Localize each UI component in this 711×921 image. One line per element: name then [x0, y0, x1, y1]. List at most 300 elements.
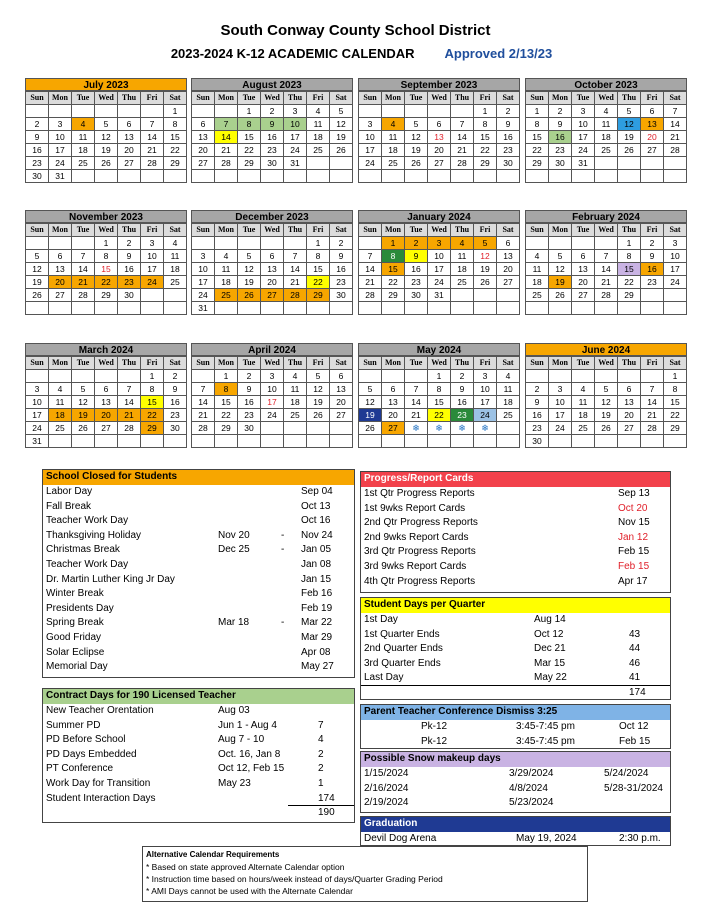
calendar-day: 12 [330, 118, 353, 131]
calendar-day: 11 [215, 263, 238, 276]
calendar-day: 13 [618, 396, 641, 409]
list-row [43, 602, 354, 617]
calendar-day: 30 [238, 422, 261, 435]
list-row [43, 543, 354, 558]
calendar-day: 19 [474, 263, 497, 276]
empty-day [307, 435, 330, 448]
empty-day [618, 170, 641, 183]
cell: May 23 [218, 777, 251, 789]
calendar-day: 2 [330, 237, 353, 250]
calendar-day: 14 [451, 131, 474, 144]
calendar-day: 19 [72, 409, 95, 422]
empty-day [49, 237, 72, 250]
ptc-title: Parent Teacher Conference Dismiss 3:25 [361, 705, 670, 720]
cell: Oct 12 [534, 628, 564, 640]
cell: 5/24/2024 [604, 768, 649, 779]
cell: Teacher Work Day [46, 558, 129, 570]
calendar-day: 22 [382, 276, 405, 289]
empty-day [72, 105, 95, 118]
calendar-day: 10 [49, 131, 72, 144]
cell: Feb 19 [301, 602, 333, 614]
calendar-day: 14 [141, 131, 164, 144]
calendar-day: 26 [405, 157, 428, 170]
calendar-day: 2 [164, 370, 187, 383]
calendar-day: 6 [428, 118, 451, 131]
calendar-day: 13 [428, 131, 451, 144]
calendar-day: 6 [382, 383, 405, 396]
calendar-day: 23 [261, 144, 284, 157]
school-closed-title: School Closed for Students [43, 470, 354, 485]
calendar-day: 26 [549, 289, 572, 302]
calendar-day: 25 [307, 144, 330, 157]
list-row [361, 720, 670, 735]
cell: Feb 16 [301, 588, 333, 600]
cell: Pk-12 [421, 735, 448, 747]
empty-day [405, 170, 428, 183]
empty-day [549, 237, 572, 250]
calendar-day: 15 [474, 131, 497, 144]
calendar-day: 18 [451, 263, 474, 276]
empty-day [618, 157, 641, 170]
calendar-day: 16 [26, 144, 49, 157]
empty-day [330, 435, 353, 448]
calendar-day: 14 [405, 396, 428, 409]
calendar-day: 2 [261, 105, 284, 118]
empty-day [549, 302, 572, 315]
calendar-day: 5 [72, 383, 95, 396]
calendar-day: 16 [164, 396, 187, 409]
list-row [43, 587, 354, 602]
calendar-day: 16 [118, 263, 141, 276]
student-days-box [360, 597, 671, 700]
calendar-day: 22 [664, 409, 687, 422]
cell: 3:45-7:45 pm [516, 721, 575, 732]
empty-day [572, 170, 595, 183]
calendar-day: 1 [618, 237, 641, 250]
calendar-day: 12 [238, 263, 261, 276]
calendar-day: 11 [526, 263, 549, 276]
calendar-day: 16 [497, 131, 520, 144]
cell: 44 [629, 643, 641, 655]
empty-day [261, 422, 284, 435]
calendar-day: 17 [284, 131, 307, 144]
calendar-day: 30 [330, 289, 353, 302]
calendar-day: 18 [572, 409, 595, 422]
calendar-day: 9 [238, 383, 261, 396]
calendar-day: 16 [451, 396, 474, 409]
calendar-day: 12 [595, 396, 618, 409]
calendar-day: 21 [192, 409, 215, 422]
calendar-day: 15 [164, 131, 187, 144]
weekday-header: Thu [618, 357, 641, 370]
empty-day [572, 237, 595, 250]
weekday-header: Wed [428, 224, 451, 237]
month-title: January 2024 [358, 210, 520, 223]
calendar-day: 19 [595, 409, 618, 422]
calendar-day: 15 [95, 263, 118, 276]
weekday-header: Wed [261, 357, 284, 370]
empty-day [95, 170, 118, 183]
cell: Jun 1 - Aug 4 [218, 719, 277, 731]
calendar-day: 23 [118, 276, 141, 289]
cell: Oct 16 [301, 515, 331, 527]
empty-day [382, 435, 405, 448]
empty-day [141, 435, 164, 448]
calendar-day: 25 [284, 409, 307, 422]
month-grid [191, 223, 353, 315]
month-grid [191, 356, 353, 448]
calendar-day: 22 [526, 144, 549, 157]
cell: - [281, 529, 285, 541]
calendar-day: 11 [72, 131, 95, 144]
calendar-day: 14 [595, 263, 618, 276]
calendar-day: 1 [474, 105, 497, 118]
calendar-day: 14 [641, 396, 664, 409]
snow-days-list [361, 767, 670, 811]
calendar-day: 18 [49, 409, 72, 422]
calendar-day: 7 [284, 250, 307, 263]
calendar-day: 29 [307, 289, 330, 302]
empty-day [141, 105, 164, 118]
cell: 1/15/2024 [364, 768, 409, 779]
calendar-day: 10 [428, 250, 451, 263]
calendar-day: 4 [526, 250, 549, 263]
calendar-day: 8 [618, 250, 641, 263]
list-row [43, 631, 354, 646]
weekday-header: Fri [641, 224, 664, 237]
calendar-day: 12 [618, 118, 641, 131]
calendar-day: 21 [284, 276, 307, 289]
calendar-day: 23 [526, 422, 549, 435]
school-closed-list [43, 485, 354, 675]
cell: PD Before School [46, 734, 126, 746]
calendar-day: 11 [497, 383, 520, 396]
month-july-2023 [25, 78, 187, 183]
empty-day [595, 435, 618, 448]
month-title: June 2024 [525, 343, 687, 356]
empty-day [192, 370, 215, 383]
calendar-day: 26 [595, 422, 618, 435]
weekday-header: Sun [26, 357, 49, 370]
cell: Apr 17 [618, 575, 648, 587]
ptc-list [361, 720, 670, 749]
graduation-row [361, 832, 670, 847]
empty-day [261, 170, 284, 183]
calendar-day: 2 [641, 237, 664, 250]
cell: Jan 08 [301, 558, 332, 570]
calendar-day: 27 [382, 422, 405, 435]
calendar-day: 2 [26, 118, 49, 131]
empty-day [261, 435, 284, 448]
empty-day [428, 170, 451, 183]
calendar-day: 3 [141, 237, 164, 250]
calendar-day: 28 [641, 422, 664, 435]
list-row [361, 671, 670, 686]
empty-day [526, 370, 549, 383]
weekday-header: Wed [428, 92, 451, 105]
weekday-header: Wed [261, 224, 284, 237]
calendar-day: 12 [307, 383, 330, 396]
empty-day [359, 370, 382, 383]
progress-report-title: Progress/Report Cards [361, 472, 670, 487]
calendar-day: 16 [641, 263, 664, 276]
calendar-day: 12 [405, 131, 428, 144]
calendar-day: 24 [49, 157, 72, 170]
cell: 2/19/2024 [364, 797, 409, 809]
calendar-day: 18 [382, 144, 405, 157]
calendar-day: 7 [215, 118, 238, 131]
calendar-day: 24 [549, 422, 572, 435]
calendar-day: 6 [192, 118, 215, 131]
weekday-header: Wed [595, 224, 618, 237]
calendar-day: 15 [664, 396, 687, 409]
calendar-day: 4 [451, 237, 474, 250]
weekday-header: Tue [572, 92, 595, 105]
calendar-day: 1 [238, 105, 261, 118]
calendar-day: 15 [215, 396, 238, 409]
calendar-day: 11 [49, 396, 72, 409]
calendar-day: 11 [595, 118, 618, 131]
calendar-day: 5 [238, 250, 261, 263]
weekday-header: Tue [72, 357, 95, 370]
calendar-day: 7 [118, 383, 141, 396]
empty-day [192, 435, 215, 448]
empty-day [359, 435, 382, 448]
calendar-day: 3 [284, 105, 307, 118]
empty-day [307, 302, 330, 315]
calendar-day: 24 [474, 409, 497, 422]
empty-day [474, 435, 497, 448]
calendar-day: 6 [497, 237, 520, 250]
calendar-day: 21 [141, 144, 164, 157]
cell: 5/23/2024 [509, 797, 554, 809]
calendar-day: 10 [192, 263, 215, 276]
calendar-day: 4 [497, 370, 520, 383]
empty-day [497, 435, 520, 448]
cell: Oct. 16, Jan 8 [218, 748, 281, 760]
month-grid [525, 223, 687, 315]
calendar-day: 17 [26, 409, 49, 422]
calendar-day: 30 [118, 289, 141, 302]
empty-day [618, 435, 641, 448]
empty-day [118, 170, 141, 183]
empty-day [261, 302, 284, 315]
weekday-header: Wed [595, 357, 618, 370]
snowflake-icon: ❄ [481, 423, 489, 433]
contract-days-title: Contract Days for 190 Licensed Teacher [43, 689, 354, 704]
cell: Jan 15 [301, 573, 332, 585]
calendar-day: 29 [215, 422, 238, 435]
cell: PT Conference [46, 763, 114, 775]
calendar-day: 6 [330, 370, 353, 383]
cell: Good Friday [46, 631, 102, 643]
calendar-day: 10 [474, 383, 497, 396]
cell: May 22 [534, 672, 567, 684]
calendar-day: 31 [428, 289, 451, 302]
weekday-header: Thu [284, 224, 307, 237]
calendar-day: 19 [238, 276, 261, 289]
empty-day [641, 289, 664, 302]
calendar-day: 14 [215, 131, 238, 144]
empty-day [118, 302, 141, 315]
calendar-day: 9 [451, 383, 474, 396]
empty-day [26, 105, 49, 118]
calendar-day: 2 [526, 383, 549, 396]
cell: Oct 13 [301, 500, 331, 512]
calendar-day: 19 [26, 276, 49, 289]
empty-day [49, 435, 72, 448]
calendar-day: 5 [474, 237, 497, 250]
alt-title: Alternative Calendar Requirements [146, 850, 280, 859]
snow-days-box [360, 751, 671, 813]
calendar-day: 20 [118, 144, 141, 157]
calendar-day: 5 [307, 370, 330, 383]
list-row [361, 516, 670, 531]
calendar-day: 7 [664, 105, 687, 118]
graduation-box [360, 816, 671, 846]
calendar-day: 8 [382, 250, 405, 263]
calendar-day: 28 [192, 422, 215, 435]
empty-day [215, 435, 238, 448]
cell: 2nd Qtr Progress Reports [364, 517, 478, 529]
calendar-day: 19 [549, 276, 572, 289]
empty-day [497, 170, 520, 183]
calendar-day: 13 [261, 263, 284, 276]
calendar-day: 21 [359, 276, 382, 289]
empty-day [330, 157, 353, 170]
calendar-day: 9 [526, 396, 549, 409]
cell: Aug 7 - 10 [218, 734, 265, 746]
empty-day [238, 435, 261, 448]
calendar-day: 21 [118, 409, 141, 422]
weekday-header: Mon [215, 224, 238, 237]
calendar-day: 1 [215, 370, 238, 383]
calendar-day: 8 [238, 118, 261, 131]
weekday-header: Thu [451, 224, 474, 237]
calendar-day: 15 [382, 263, 405, 276]
calendar-day: 5 [618, 105, 641, 118]
calendar-day: 7 [72, 250, 95, 263]
empty-day [451, 105, 474, 118]
empty-day [49, 105, 72, 118]
calendar-day: 27 [572, 289, 595, 302]
contract-days-box [42, 688, 355, 823]
calendar-day: 24 [261, 409, 284, 422]
empty-day [497, 422, 520, 435]
calendar-day: 9 [26, 131, 49, 144]
empty-day [474, 302, 497, 315]
calendar-day: 22 [618, 276, 641, 289]
cell: 43 [629, 628, 641, 640]
weekday-header: Thu [118, 357, 141, 370]
weekday-header: Wed [595, 92, 618, 105]
month-grid [358, 356, 520, 448]
month-grid [358, 91, 520, 183]
empty-day [526, 170, 549, 183]
weekday-header: Tue [572, 224, 595, 237]
calendar-day: 3 [49, 118, 72, 131]
cell: Dec 25 [218, 544, 250, 556]
calendar-day: 24 [192, 289, 215, 302]
empty-day [72, 435, 95, 448]
calendar-day: 4 [572, 383, 595, 396]
calendar-day: 20 [95, 409, 118, 422]
empty-day [141, 302, 164, 315]
cell: Labor Day [46, 486, 93, 497]
list-row [361, 545, 670, 560]
calendar-day: 20 [618, 409, 641, 422]
calendar-day: 19 [618, 131, 641, 144]
empty-day [641, 435, 664, 448]
calendar-day: 2 [405, 237, 428, 250]
cell: Christmas Break [46, 544, 120, 556]
graduation-time: 2:30 p.m. [619, 833, 661, 844]
empty-day [26, 370, 49, 383]
calendar-day: 18 [595, 131, 618, 144]
calendar-day: 18 [164, 263, 187, 276]
calendar-day: 21 [72, 276, 95, 289]
calendar-day: 9 [641, 250, 664, 263]
calendar-day: 1 [664, 370, 687, 383]
calendar-day: 23 [330, 276, 353, 289]
empty-day [451, 289, 474, 302]
empty-day [215, 302, 238, 315]
calendar-day: 12 [549, 263, 572, 276]
weekday-header: Sat [664, 357, 687, 370]
calendar-day: 8 [526, 118, 549, 131]
calendar-day: 25 [382, 157, 405, 170]
weekday-header: Thu [451, 92, 474, 105]
calendar-day: 8 [474, 118, 497, 131]
cell: 46 [629, 657, 641, 669]
cell: 4th Qtr Progress Reports [364, 575, 476, 587]
calendar-day: 31 [26, 435, 49, 448]
weekday-header: Wed [95, 92, 118, 105]
cell: Memorial Day [46, 661, 108, 673]
weekday-header: Sat [497, 92, 520, 105]
calendar-day: 28 [72, 289, 95, 302]
weekday-header: Fri [474, 224, 497, 237]
cell: Last Day [364, 672, 404, 684]
empty-day [382, 302, 405, 315]
calendar-day: 29 [382, 289, 405, 302]
empty-day [284, 302, 307, 315]
list-row [43, 500, 354, 515]
calendar-day: 15 [307, 263, 330, 276]
calendar-subtitle [6, 46, 711, 61]
month-title: December 2023 [191, 210, 353, 223]
cell: Oct 12 [619, 721, 649, 732]
cell: Jan 12 [618, 531, 649, 543]
calendar-day: 4 [215, 250, 238, 263]
weekday-header: Sat [664, 224, 687, 237]
empty-day [261, 237, 284, 250]
month-title: September 2023 [358, 78, 520, 91]
month-title: October 2023 [525, 78, 687, 91]
month-grid [525, 356, 687, 448]
list-row [43, 660, 354, 675]
empty-day [192, 170, 215, 183]
calendar-day: 12 [474, 250, 497, 263]
cell: Jan 05 [301, 544, 332, 556]
calendar-day: 27 [118, 157, 141, 170]
calendar-day: 8 [164, 118, 187, 131]
calendar-day: 3 [261, 370, 284, 383]
list-row [43, 748, 354, 763]
cell: - [281, 544, 285, 556]
weekday-header: Sun [26, 224, 49, 237]
empty-day [307, 157, 330, 170]
